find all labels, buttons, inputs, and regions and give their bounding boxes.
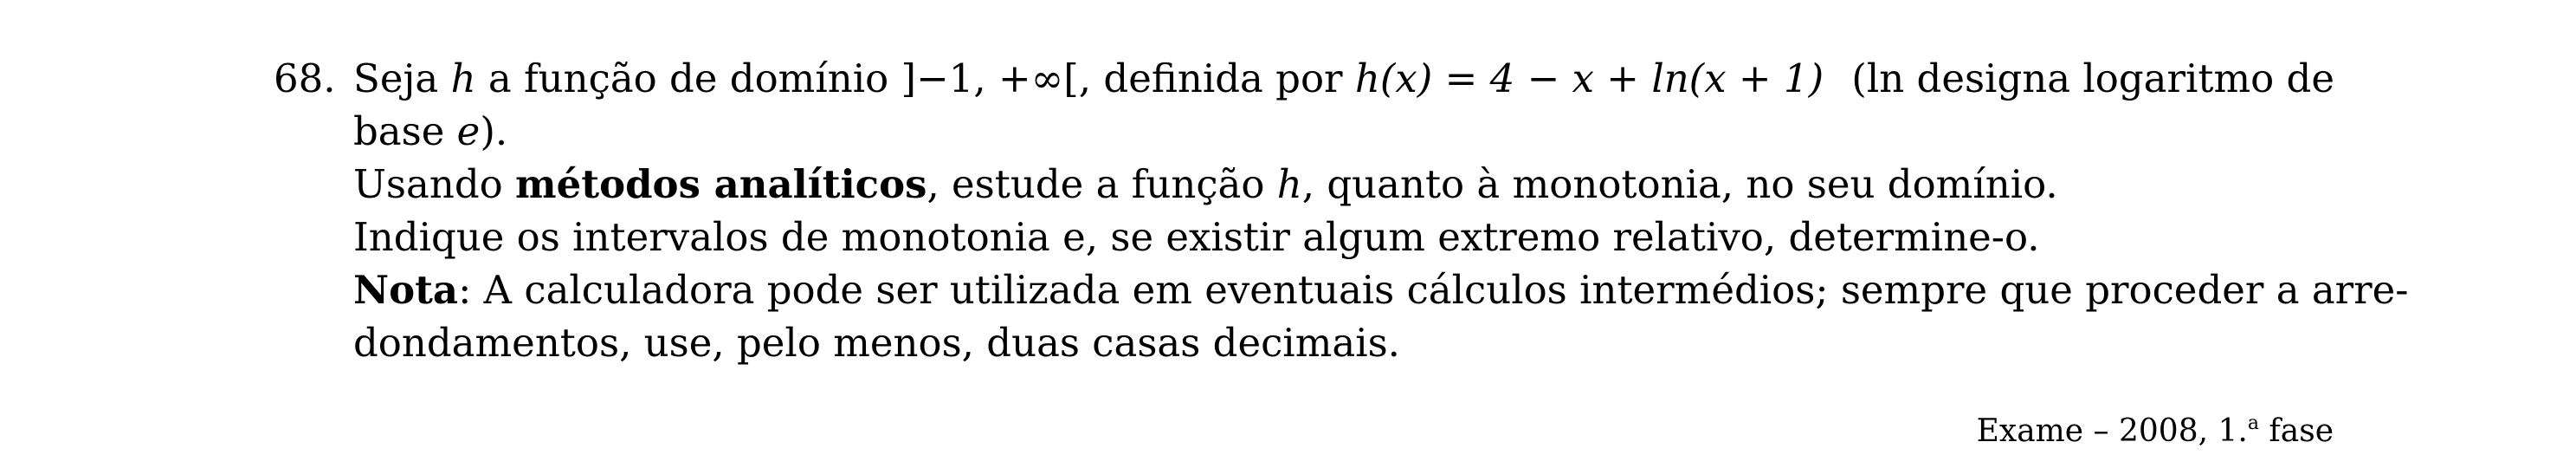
domain-interval: ]−1, +∞[ — [901, 55, 1079, 101]
function-formula: h(x) = 4 − x + ln(x + 1) — [1354, 55, 1824, 101]
exam-source: Exame – 2008, 1.$^a$ fase — [1976, 413, 2334, 449]
exercise-body — [353, 52, 2409, 369]
note-line-2: dondamentos, use, pelo menos, duas casas decimais. — [353, 320, 1400, 366]
statement-line-2: base e). — [353, 108, 508, 154]
instruction-line: Indique os intervalos de monotonia e, se existir algum extremo relativo, determine-o. — [353, 214, 2040, 260]
note-label: Nota — [353, 267, 459, 313]
ordinal-indicator: a — [2247, 413, 2259, 434]
exercise-68 — [274, 52, 2409, 369]
analytic-methods-bold: métodos analíticos — [515, 161, 927, 207]
task-line: Usando métodos analíticos, estude a função h, quanto à monotonia, no seu domínio. — [353, 161, 2058, 207]
note-line-1: Nota: A calculadora pode ser utilizada em eventuais cálculos intermédios; sempre que proceder a arre- — [353, 267, 2409, 313]
ln-note: (ln designa logaritmo de — [1851, 55, 2334, 101]
statement-line-1 — [353, 52, 2334, 105]
function-definition: Seja h a função de domínio ]−1, +∞[, definida por h(x) = 4 − x + ln(x + 1) — [353, 55, 1824, 101]
base-e-symbol: e — [456, 108, 481, 154]
function-symbol: h — [450, 55, 476, 101]
exercise-number: 68. — [274, 55, 336, 101]
